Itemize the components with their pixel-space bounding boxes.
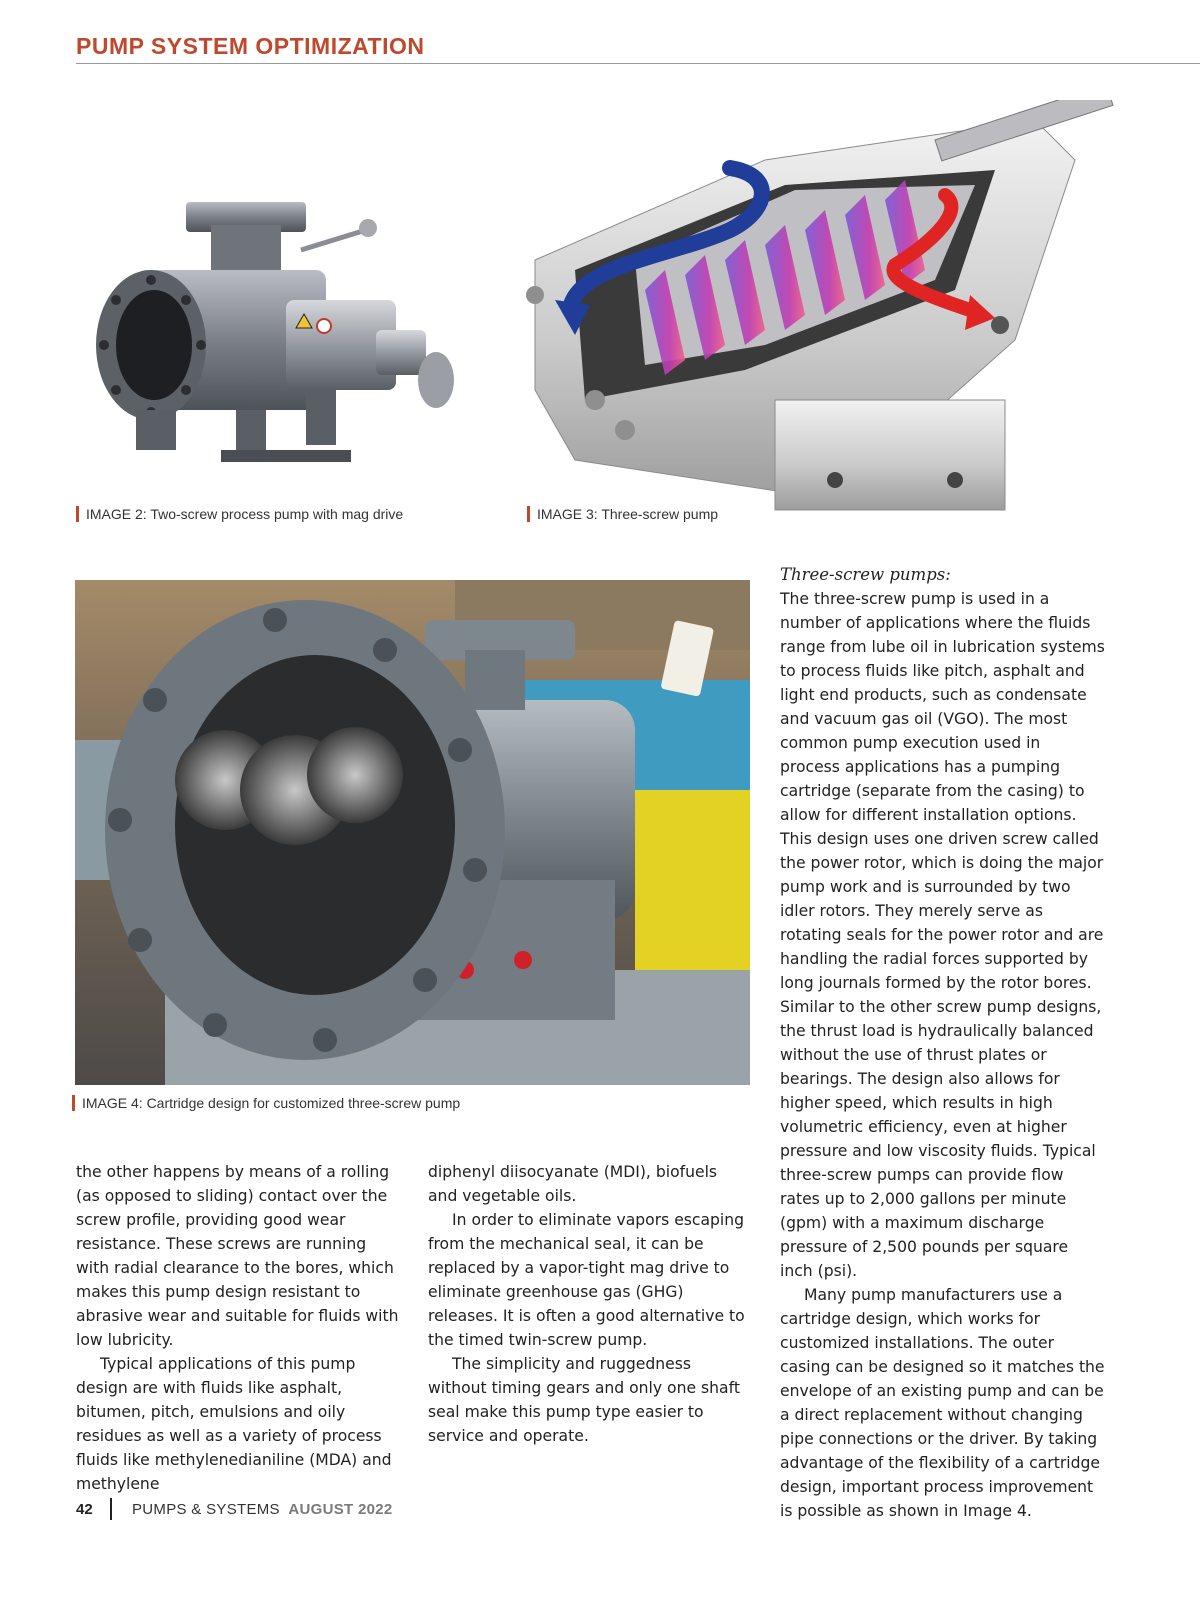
paragraph: The three-screw pump is used in a number of applications where the fluids range from lube oil in lubrication systems to process fluids like pitch, asphalt and light end products, such as condensate and vacuum gas oil (VGO). The most common pump execution used in process applications has a pumping cartridge (separate from the casing) to allow for different installation options. This design uses one driven screw called the power rotor, which is doing the major pump work and is surrounded by two idler rotors. They merely serve as rotating seals for the power rotor and are handling the radial forces supported by long journals formed by the rotor bores. Similar to the other screw pump designs, the thrust load is hydraulically balanced without the use of thrust plates or bearings. The design also allows for higher speed, which results in high volumetric efficiency, even at higher pressure and low viscosity fluids. Typical three-screw pumps can provide flow rates up to 2,000 gallons per minute (gpm) with a maximum discharge pressure of 2,500 pounds per square inch (psi). — [780, 590, 1105, 1280]
publication-info — [132, 1501, 393, 1518]
cartridge-pump-photo — [75, 580, 750, 1085]
page-number: 42 — [76, 1501, 93, 1518]
paragraph: The simplicity and ruggedness without timing gears and only one shaft seal make this pump type easier to service and operate. — [428, 1355, 740, 1445]
figure-caption: IMAGE 3: Three-screw pump — [527, 506, 718, 522]
figure-three-screw-pump — [515, 100, 1125, 540]
text-column-2 — [428, 1160, 748, 1448]
issue-date: AUGUST 2022 — [288, 1501, 393, 1518]
figure-caption: IMAGE 4: Cartridge design for customized three-screw pump — [72, 1095, 460, 1111]
three-screw-pump-cutaway-image — [515, 100, 1125, 540]
header-divider — [76, 63, 1200, 64]
paragraph: Many pump manufacturers use a cartridge design, which works for customized installations. The outer casing can be designed so it matches the envelope of an existing pump and can be a direct replacement without changing pipe connections or the driver. By taking advantage of the flexibility of a cartridge design, important process improvement is possible as shown in Image 4. — [780, 1286, 1105, 1520]
figure-two-screw-pump — [76, 180, 476, 480]
paragraph: the other happens by means of a rolling (as opposed to sliding) contact over the screw profile, providing good wear resistance. These screws are running with radial clearance to the bores, which makes this pump design resistant to abrasive wear and suitable for fluids with low lubricity. — [76, 1163, 399, 1349]
subheading: Three-screw pumps: — [780, 565, 951, 584]
paragraph: Typical applications of this pump design are with fluids like asphalt, bitumen, pitch, emulsions and oily residues as well as a variety of process fluids like methylenedianiline (MDA) and methylene — [76, 1355, 392, 1493]
two-screw-pump-image — [76, 180, 476, 480]
section-title: PUMP SYSTEM OPTIMIZATION — [76, 33, 425, 59]
paragraph: In order to eliminate vapors escaping from the mechanical seal, it can be replaced by a vapor-tight mag drive to eliminate greenhouse gas (GHG) releases. It is often a good alternative to the timed twin-screw pump. — [428, 1211, 745, 1349]
publication-name: PUMPS & SYSTEMS — [132, 1501, 280, 1518]
footer-divider — [110, 1498, 112, 1520]
paragraph: diphenyl diisocyanate (MDI), biofuels and vegetable oils. — [428, 1163, 718, 1205]
figure-caption: IMAGE 2: Two-screw process pump with mag drive — [76, 506, 403, 522]
text-column-3 — [780, 563, 1105, 1523]
figure-cartridge-pump — [75, 580, 750, 1085]
text-column-1 — [76, 1160, 401, 1496]
